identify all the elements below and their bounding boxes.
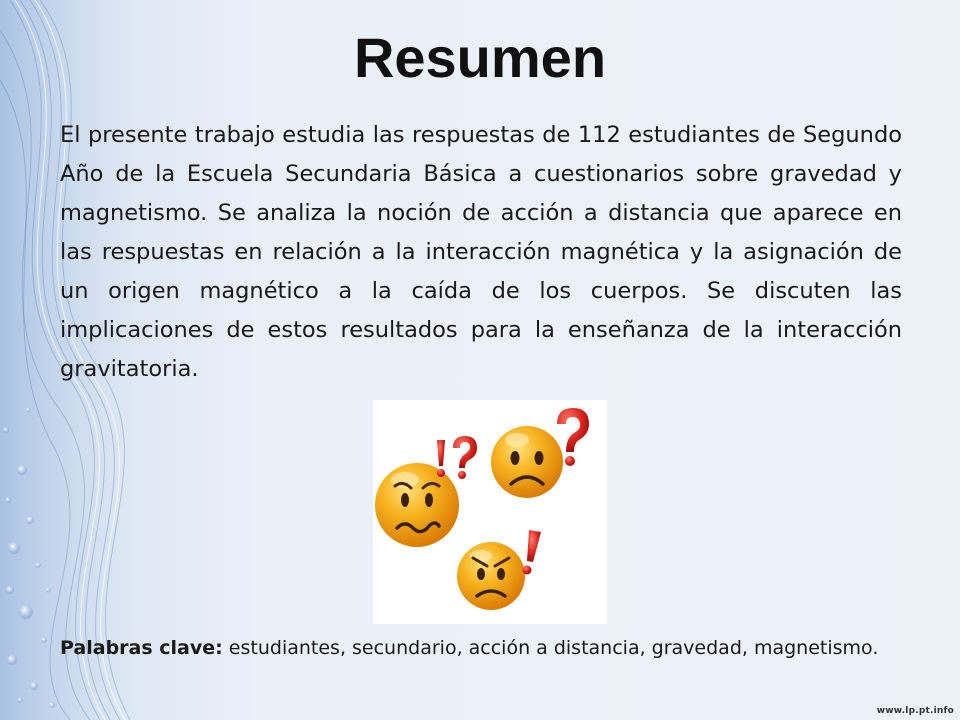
exclamation-mark-icon (523, 530, 542, 575)
keywords-list: estudiantes, secundario, acción a distancia, gravedad, magnetismo. (222, 637, 879, 659)
keywords-label: Palabras clave: (60, 637, 223, 659)
watermark-url: www.lp.pt.info (876, 706, 954, 716)
worried-face-icon (375, 463, 459, 547)
slide-title: Resumen (353, 26, 607, 89)
keywords-paragraph (60, 634, 902, 662)
abstract-paragraph: El presente trabajo estudia las respuestas de 112 estudiantes de Segundo Año de la Escuela Secundaria Básica a cuestionarios sobre gravedad y magnetismo. Se analiza la noción de acción a distancia que aparece en las respuestas en relación a la interacción magnética y la asignación de un origen magnético a la caída de los cuerpos. Se discuten las implicaciones de estos resultados para la enseñanza de la interacción gravitatoria. (60, 122, 902, 382)
angry-face-icon (457, 542, 525, 610)
frowning-face-icon (491, 426, 563, 498)
confused-smileys-illustration (373, 400, 607, 624)
exclamation-question-icon (437, 436, 477, 479)
